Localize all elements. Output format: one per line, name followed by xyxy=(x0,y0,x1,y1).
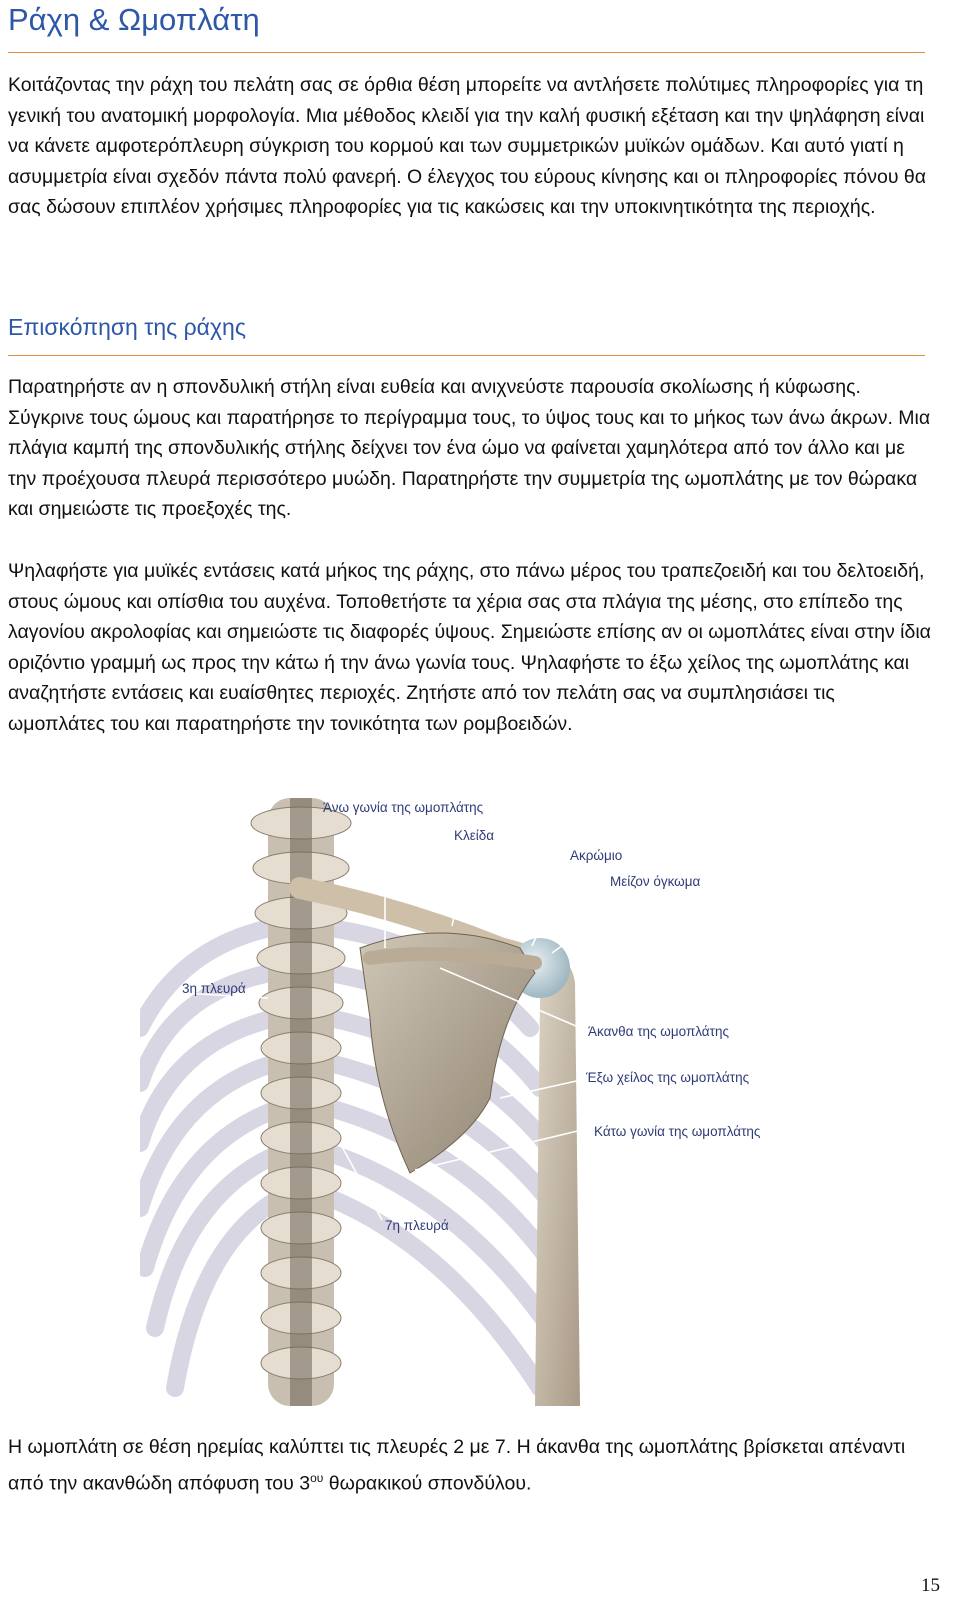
label-acromion: Ακρώμιο xyxy=(570,848,623,863)
label-clavicle: Κλείδα xyxy=(454,828,495,843)
section-title: Επισκόπηση της ράχης xyxy=(8,314,246,340)
section-paragraph-2: Ψηλαφήστε για μυϊκές εντάσεις κατά μήκος της ράχης, στο πάνω μέρος του τραπεζοειδή και του δελτοειδή, στους ώμους και οπίσθια του αυχένα. Τοποθετήστε τα χέρια σας στα πλάγια της μέσης, στο επίπεδο της λαγονίου ακρολοφίας και σημειώστε τις διαφορές ύψους. Σημειώστε επίσης αν οι ωμοπλάτες είναι στην ίδια οριζόντιο γραμμή ως προς την κάτω ή την άνω γωνία τους. Ψηλαφήστε το έξω χείλος της ωμοπλάτης και αναζητήστε εντάσεις και ευαίσθητες περιοχές. Ζητήστε από τον πελάτη σας να συμπλησιάσει τις ωμοπλάτες του και παρατηρήστε την τονικότητα των ρομβοειδών. xyxy=(8,560,931,735)
label-greater-tubercle: Μείζον όγκωμα xyxy=(610,874,701,889)
shoulder-anatomy-illustration xyxy=(140,798,830,1406)
label-rib-3: 3η πλευρά xyxy=(182,981,246,996)
label-rib-7: 7η πλευρά xyxy=(385,1218,449,1233)
label-upper-angle: Άνω γωνία της ωμοπλάτης xyxy=(323,800,484,815)
section-rule xyxy=(8,355,925,356)
label-lateral-border: Έξω χείλος της ωμοπλάτης xyxy=(586,1070,750,1085)
caption-text-1: Η ωμοπλάτη σε θέση ηρεμίας καλύπτει τις πλευρές 2 με 7. Η άκανθα της ωμοπλάτης βρίσκεται απέναντι από την ακανθώδη απόφυση του 3 xyxy=(8,1436,906,1494)
page-number: 15 xyxy=(921,1575,940,1596)
humerus xyxy=(535,956,580,1406)
figure-caption xyxy=(8,1432,933,1499)
title-rule xyxy=(8,52,925,53)
intro-paragraph: Κοιτάζοντας την ράχη του πελάτη σας σε όρθια θέση μπορείτε να αντλήσετε πολύτιμες πληροφορίες για τη γενική του ανατομική μορφολογία. Μια μέθοδος κλειδί για την καλή φυσική εξέταση και την ψηλάφηση είναι να κάνετε αμφοτερόπλευρη σύγκριση του κορμού και των συμμετρικών μυϊκών ομάδων. Και αυτό γιατί η ασυμμετρία είναι σχεδόν πάντα πολύ φανερή. Ο έλεγχος του εύρους κίνησης και οι πληροφορίες πόνου θα σας δώσουν επιπλέον χρήσιμες πληροφορίες για τις κακώσεις και την υποκινητικότητα της περιοχής. xyxy=(8,74,927,218)
caption-superscript: ου xyxy=(310,1470,324,1485)
caption-text-2: θωρακικού σπονδύλου. xyxy=(323,1472,532,1494)
page-title: Ράχη & Ωμοπλάτη xyxy=(8,2,260,37)
label-scapular-spine: Άκανθα της ωμοπλάτης xyxy=(588,1024,729,1039)
label-lower-angle: Κάτω γωνία της ωμοπλάτης xyxy=(594,1124,761,1139)
section-paragraph-1: Παρατηρήστε αν η σπονδυλική στήλη είναι ευθεία και ανιχνεύστε παρουσία σκολίωσης ή κύφωσης. Σύγκρινε τους ώμους και παρατήρησε το περίγραμμα τους, το ύψος τους και το μήκος των άνω άκρων. Μια πλάγια καμπή της σπονδυλικής στήλης δείχνει τον ένα ώμο να φαίνεται χαμηλότερα από τον άλλο και με την προέχουσα πλευρά περισσότερο μυώδη. Παρατηρήστε την συμμετρία της ωμοπλάτης με τον θώρακα και σημειώστε τις προεξοχές της. xyxy=(8,376,931,520)
